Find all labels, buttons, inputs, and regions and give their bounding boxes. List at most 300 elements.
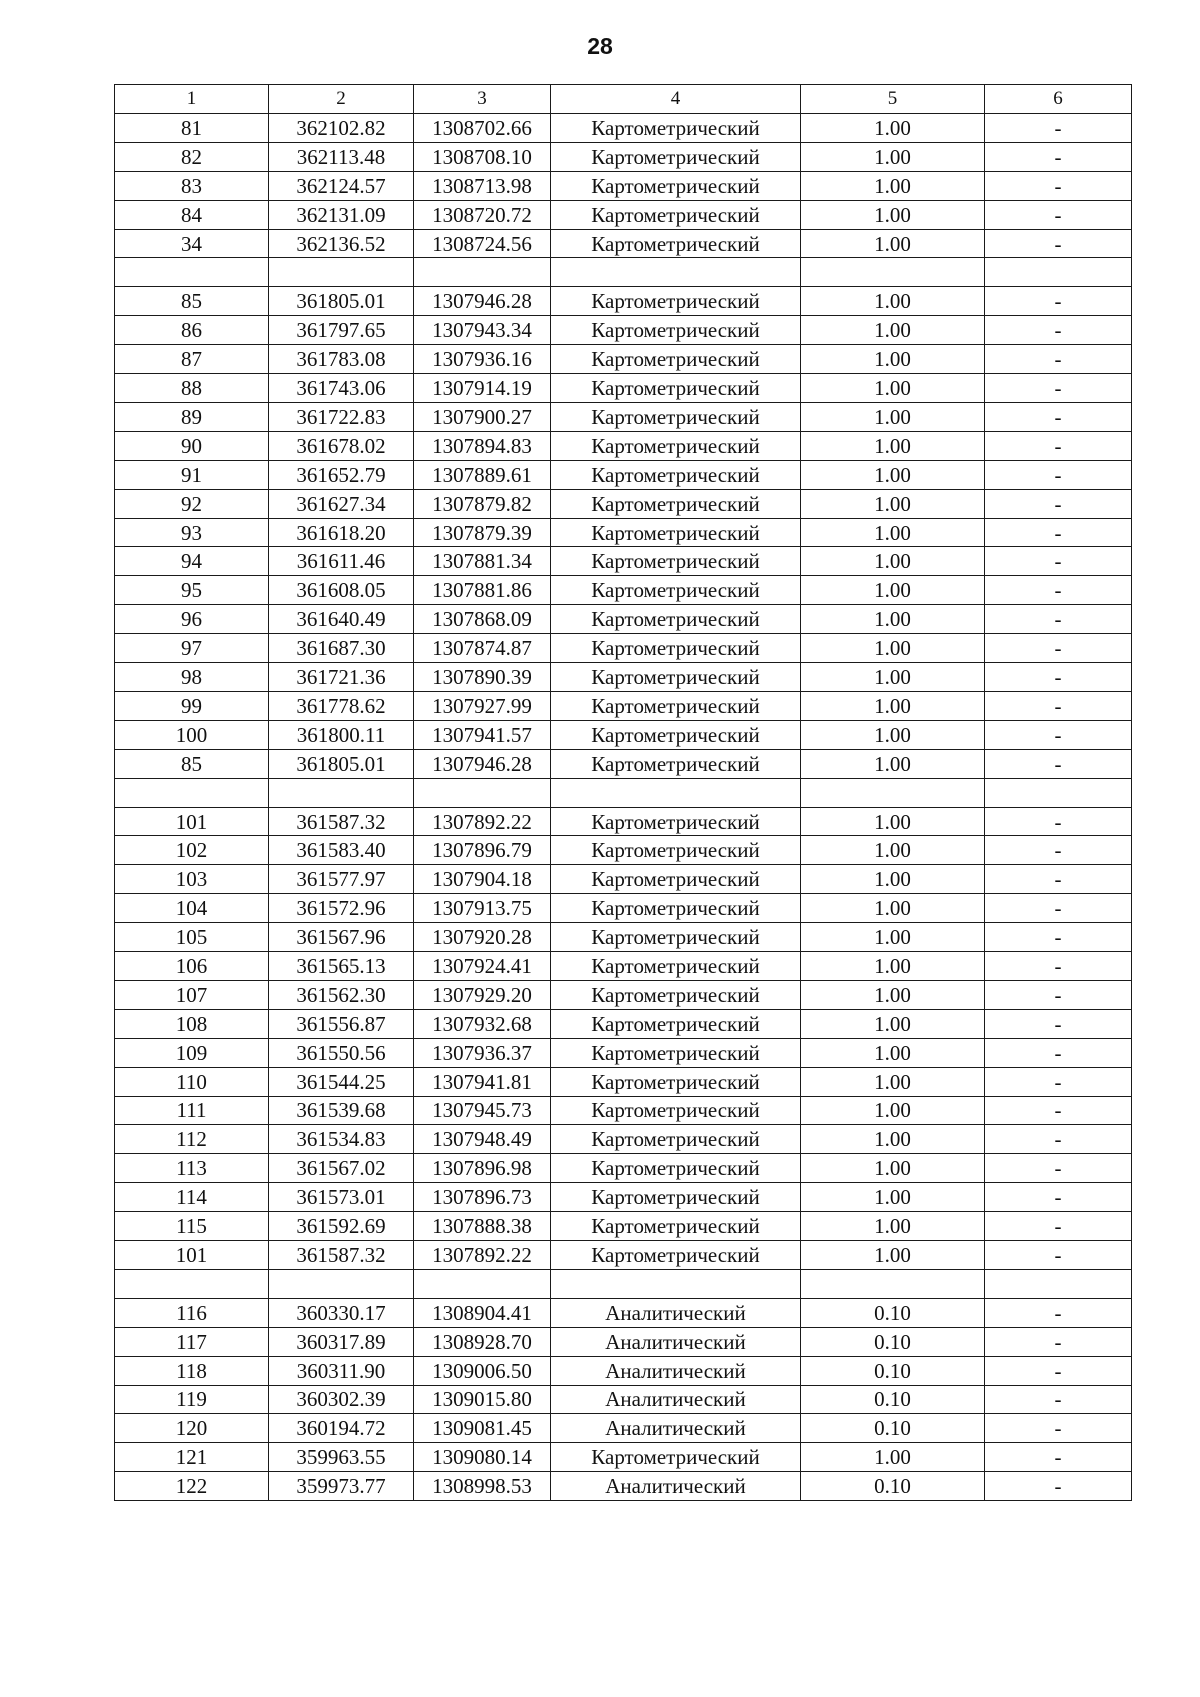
x-coordinate-cell: 360330.17 (269, 1298, 414, 1327)
y-coordinate-cell: 1307896.73 (414, 1183, 551, 1212)
x-coordinate-cell: 362136.52 (269, 229, 414, 258)
point-number-cell (115, 778, 269, 807)
point-number-cell: 34 (115, 229, 269, 258)
x-coordinate-cell: 360302.39 (269, 1385, 414, 1414)
table-row (115, 605, 1132, 634)
table-row (115, 1240, 1132, 1269)
x-coordinate-cell: 361565.13 (269, 952, 414, 981)
y-coordinate-cell: 1308904.41 (414, 1298, 551, 1327)
table-row (115, 720, 1132, 749)
point-number-cell: 82 (115, 142, 269, 171)
y-coordinate-cell: 1307890.39 (414, 663, 551, 692)
note-cell (985, 1269, 1132, 1298)
coordinates-table-body (115, 85, 1132, 1501)
y-coordinate-cell: 1307892.22 (414, 1240, 551, 1269)
note-cell: - (985, 403, 1132, 432)
accuracy-cell: 1.00 (801, 200, 985, 229)
method-cell: Картометрический (551, 749, 801, 778)
y-coordinate-cell: 1307929.20 (414, 980, 551, 1009)
point-number-cell: 94 (115, 547, 269, 576)
y-coordinate-cell (414, 1269, 551, 1298)
method-cell: Аналитический (551, 1472, 801, 1501)
point-number-cell: 100 (115, 720, 269, 749)
method-cell: Аналитический (551, 1385, 801, 1414)
method-cell: Картометрический (551, 316, 801, 345)
accuracy-cell: 1.00 (801, 1096, 985, 1125)
method-cell: Картометрический (551, 1038, 801, 1067)
x-coordinate-cell: 361608.05 (269, 576, 414, 605)
note-cell: - (985, 316, 1132, 345)
y-coordinate-cell: 1308702.66 (414, 114, 551, 143)
note-cell: - (985, 114, 1132, 143)
table-row (115, 980, 1132, 1009)
note-cell: - (985, 691, 1132, 720)
table-separator-row (115, 778, 1132, 807)
point-number-cell: 114 (115, 1183, 269, 1212)
accuracy-cell: 1.00 (801, 1240, 985, 1269)
point-number-cell: 92 (115, 489, 269, 518)
table-row (115, 374, 1132, 403)
y-coordinate-cell: 1307936.37 (414, 1038, 551, 1067)
method-cell: Картометрический (551, 952, 801, 981)
x-coordinate-cell: 361577.97 (269, 865, 414, 894)
x-coordinate-cell: 361722.83 (269, 403, 414, 432)
point-number-cell: 104 (115, 894, 269, 923)
point-number-cell: 106 (115, 952, 269, 981)
x-coordinate-cell: 362102.82 (269, 114, 414, 143)
table-row (115, 1298, 1132, 1327)
x-coordinate-cell: 361550.56 (269, 1038, 414, 1067)
method-cell: Картометрический (551, 1183, 801, 1212)
x-coordinate-cell: 361743.06 (269, 374, 414, 403)
accuracy-cell: 1.00 (801, 489, 985, 518)
point-number-cell: 112 (115, 1125, 269, 1154)
x-coordinate-cell: 361778.62 (269, 691, 414, 720)
x-coordinate-cell: 361562.30 (269, 980, 414, 1009)
note-cell: - (985, 952, 1132, 981)
point-number-cell: 95 (115, 576, 269, 605)
y-coordinate-cell: 1307868.09 (414, 605, 551, 634)
note-cell: - (985, 634, 1132, 663)
table-row (115, 200, 1132, 229)
method-cell: Картометрический (551, 287, 801, 316)
table-row (115, 1183, 1132, 1212)
table-row (115, 518, 1132, 547)
note-cell: - (985, 576, 1132, 605)
accuracy-cell: 0.10 (801, 1356, 985, 1385)
table-row (115, 316, 1132, 345)
table-row (115, 634, 1132, 663)
point-number-cell (115, 258, 269, 287)
accuracy-cell: 0.10 (801, 1327, 985, 1356)
method-cell: Картометрический (551, 1125, 801, 1154)
accuracy-cell: 1.00 (801, 518, 985, 547)
accuracy-cell: 1.00 (801, 1183, 985, 1212)
accuracy-cell: 1.00 (801, 1212, 985, 1241)
accuracy-cell: 1.00 (801, 605, 985, 634)
accuracy-cell: 1.00 (801, 836, 985, 865)
accuracy-cell: 1.00 (801, 345, 985, 374)
point-number-cell: 110 (115, 1067, 269, 1096)
table-row (115, 894, 1132, 923)
note-cell: - (985, 1212, 1132, 1241)
note-cell: - (985, 1067, 1132, 1096)
point-number-cell: 84 (115, 200, 269, 229)
accuracy-cell (801, 258, 985, 287)
y-coordinate-cell: 1309080.14 (414, 1443, 551, 1472)
point-number-cell: 118 (115, 1356, 269, 1385)
point-number-cell: 83 (115, 171, 269, 200)
point-number-cell: 113 (115, 1154, 269, 1183)
note-cell: - (985, 1298, 1132, 1327)
method-cell: Картометрический (551, 1240, 801, 1269)
method-cell: Аналитический (551, 1356, 801, 1385)
accuracy-cell (801, 778, 985, 807)
note-cell: - (985, 663, 1132, 692)
table-row (115, 460, 1132, 489)
note-cell: - (985, 1038, 1132, 1067)
table-row (115, 1067, 1132, 1096)
note-cell (985, 778, 1132, 807)
coordinates-table (114, 84, 1132, 1501)
table-row (115, 547, 1132, 576)
y-coordinate-cell: 1308713.98 (414, 171, 551, 200)
method-cell: Картометрический (551, 720, 801, 749)
method-cell: Картометрический (551, 980, 801, 1009)
accuracy-cell (801, 1269, 985, 1298)
method-cell: Картометрический (551, 634, 801, 663)
table-row (115, 749, 1132, 778)
note-cell: - (985, 1154, 1132, 1183)
method-cell (551, 258, 801, 287)
x-coordinate-cell: 359963.55 (269, 1443, 414, 1472)
point-number-cell: 121 (115, 1443, 269, 1472)
method-cell: Картометрический (551, 1154, 801, 1183)
point-number-cell: 105 (115, 923, 269, 952)
note-cell: - (985, 1414, 1132, 1443)
table-separator-row (115, 1269, 1132, 1298)
x-coordinate-cell: 361587.32 (269, 1240, 414, 1269)
y-coordinate-cell: 1307913.75 (414, 894, 551, 923)
point-number-cell: 109 (115, 1038, 269, 1067)
column-header: 3 (414, 85, 551, 114)
accuracy-cell: 1.00 (801, 374, 985, 403)
note-cell: - (985, 1096, 1132, 1125)
column-header: 4 (551, 85, 801, 114)
note-cell: - (985, 1472, 1132, 1501)
y-coordinate-cell: 1308708.10 (414, 142, 551, 171)
x-coordinate-cell (269, 1269, 414, 1298)
note-cell: - (985, 374, 1132, 403)
column-header: 5 (801, 85, 985, 114)
method-cell (551, 778, 801, 807)
method-cell: Картометрический (551, 1443, 801, 1472)
point-number-cell: 91 (115, 460, 269, 489)
x-coordinate-cell: 359973.77 (269, 1472, 414, 1501)
accuracy-cell: 0.10 (801, 1298, 985, 1327)
table-row (115, 1096, 1132, 1125)
y-coordinate-cell (414, 258, 551, 287)
y-coordinate-cell: 1307936.16 (414, 345, 551, 374)
method-cell: Картометрический (551, 518, 801, 547)
x-coordinate-cell: 361544.25 (269, 1067, 414, 1096)
point-number-cell: 90 (115, 431, 269, 460)
x-coordinate-cell: 361572.96 (269, 894, 414, 923)
table-row (115, 345, 1132, 374)
y-coordinate-cell: 1307904.18 (414, 865, 551, 894)
x-coordinate-cell (269, 258, 414, 287)
note-cell: - (985, 865, 1132, 894)
method-cell: Картометрический (551, 1212, 801, 1241)
y-coordinate-cell: 1307932.68 (414, 1009, 551, 1038)
note-cell: - (985, 894, 1132, 923)
page-number: 28 (587, 33, 613, 59)
x-coordinate-cell: 361805.01 (269, 749, 414, 778)
method-cell: Картометрический (551, 894, 801, 923)
y-coordinate-cell: 1307946.28 (414, 749, 551, 778)
table-row (115, 1038, 1132, 1067)
accuracy-cell: 1.00 (801, 923, 985, 952)
point-number-cell: 99 (115, 691, 269, 720)
accuracy-cell: 0.10 (801, 1472, 985, 1501)
y-coordinate-cell: 1307920.28 (414, 923, 551, 952)
table-row (115, 489, 1132, 518)
x-coordinate-cell: 361539.68 (269, 1096, 414, 1125)
point-number-cell: 115 (115, 1212, 269, 1241)
table-row (115, 1414, 1132, 1443)
method-cell: Картометрический (551, 1096, 801, 1125)
y-coordinate-cell: 1308724.56 (414, 229, 551, 258)
table-row (115, 1385, 1132, 1414)
x-coordinate-cell: 360194.72 (269, 1414, 414, 1443)
note-cell: - (985, 518, 1132, 547)
table-header-row (115, 85, 1132, 114)
table-row (115, 287, 1132, 316)
table-row (115, 1443, 1132, 1472)
point-number-cell: 81 (115, 114, 269, 143)
method-cell: Картометрический (551, 200, 801, 229)
table-row (115, 1356, 1132, 1385)
x-coordinate-cell: 361652.79 (269, 460, 414, 489)
point-number-cell: 108 (115, 1009, 269, 1038)
point-number-cell: 86 (115, 316, 269, 345)
x-coordinate-cell: 361783.08 (269, 345, 414, 374)
table-row (115, 171, 1132, 200)
x-coordinate-cell: 361800.11 (269, 720, 414, 749)
note-cell: - (985, 229, 1132, 258)
table-row (115, 663, 1132, 692)
table-row (115, 1472, 1132, 1501)
accuracy-cell: 1.00 (801, 1154, 985, 1183)
point-number-cell: 122 (115, 1472, 269, 1501)
point-number-cell (115, 1269, 269, 1298)
x-coordinate-cell: 361618.20 (269, 518, 414, 547)
accuracy-cell: 1.00 (801, 547, 985, 576)
x-coordinate-cell: 361627.34 (269, 489, 414, 518)
y-coordinate-cell: 1307941.57 (414, 720, 551, 749)
accuracy-cell: 1.00 (801, 1067, 985, 1096)
y-coordinate-cell: 1307941.81 (414, 1067, 551, 1096)
table-row (115, 1154, 1132, 1183)
note-cell: - (985, 287, 1132, 316)
table-row (115, 1212, 1132, 1241)
method-cell: Картометрический (551, 1009, 801, 1038)
accuracy-cell: 1.00 (801, 431, 985, 460)
method-cell: Аналитический (551, 1327, 801, 1356)
note-cell: - (985, 1385, 1132, 1414)
y-coordinate-cell: 1307924.41 (414, 952, 551, 981)
method-cell: Картометрический (551, 403, 801, 432)
x-coordinate-cell: 361687.30 (269, 634, 414, 663)
point-number-cell: 119 (115, 1385, 269, 1414)
method-cell: Картометрический (551, 229, 801, 258)
y-coordinate-cell: 1307889.61 (414, 460, 551, 489)
x-coordinate-cell: 361721.36 (269, 663, 414, 692)
point-number-cell: 107 (115, 980, 269, 1009)
accuracy-cell: 1.00 (801, 807, 985, 836)
x-coordinate-cell: 362131.09 (269, 200, 414, 229)
method-cell: Картометрический (551, 1067, 801, 1096)
y-coordinate-cell: 1307896.98 (414, 1154, 551, 1183)
point-number-cell: 103 (115, 865, 269, 894)
y-coordinate-cell: 1307892.22 (414, 807, 551, 836)
point-number-cell: 85 (115, 749, 269, 778)
note-cell: - (985, 460, 1132, 489)
x-coordinate-cell: 361534.83 (269, 1125, 414, 1154)
note-cell: - (985, 1356, 1132, 1385)
accuracy-cell: 1.00 (801, 171, 985, 200)
x-coordinate-cell: 360317.89 (269, 1327, 414, 1356)
table-row (115, 952, 1132, 981)
x-coordinate-cell: 361567.96 (269, 923, 414, 952)
method-cell: Картометрический (551, 836, 801, 865)
y-coordinate-cell: 1307879.39 (414, 518, 551, 547)
accuracy-cell: 0.10 (801, 1414, 985, 1443)
y-coordinate-cell: 1307914.19 (414, 374, 551, 403)
y-coordinate-cell: 1308928.70 (414, 1327, 551, 1356)
note-cell: - (985, 489, 1132, 518)
note-cell (985, 258, 1132, 287)
table-row (115, 836, 1132, 865)
y-coordinate-cell: 1307874.87 (414, 634, 551, 663)
note-cell: - (985, 980, 1132, 1009)
accuracy-cell: 1.00 (801, 142, 985, 171)
note-cell: - (985, 431, 1132, 460)
point-number-cell: 116 (115, 1298, 269, 1327)
note-cell: - (985, 605, 1132, 634)
point-number-cell: 101 (115, 807, 269, 836)
method-cell: Картометрический (551, 114, 801, 143)
point-number-cell: 120 (115, 1414, 269, 1443)
table-row (115, 229, 1132, 258)
note-cell: - (985, 345, 1132, 374)
y-coordinate-cell: 1307948.49 (414, 1125, 551, 1154)
accuracy-cell: 1.00 (801, 316, 985, 345)
table-row (115, 142, 1132, 171)
y-coordinate-cell: 1308998.53 (414, 1472, 551, 1501)
note-cell: - (985, 720, 1132, 749)
x-coordinate-cell: 361611.46 (269, 547, 414, 576)
y-coordinate-cell (414, 778, 551, 807)
note-cell: - (985, 547, 1132, 576)
y-coordinate-cell: 1307943.34 (414, 316, 551, 345)
table-row (115, 865, 1132, 894)
method-cell: Картометрический (551, 807, 801, 836)
x-coordinate-cell: 361678.02 (269, 431, 414, 460)
accuracy-cell: 1.00 (801, 865, 985, 894)
note-cell: - (985, 807, 1132, 836)
table-row (115, 576, 1132, 605)
table-row (115, 403, 1132, 432)
point-number-cell: 98 (115, 663, 269, 692)
note-cell: - (985, 1125, 1132, 1154)
table-row (115, 114, 1132, 143)
accuracy-cell: 1.00 (801, 663, 985, 692)
point-number-cell: 97 (115, 634, 269, 663)
accuracy-cell: 1.00 (801, 952, 985, 981)
table-row (115, 1327, 1132, 1356)
accuracy-cell: 1.00 (801, 229, 985, 258)
point-number-cell: 93 (115, 518, 269, 547)
method-cell: Картометрический (551, 691, 801, 720)
note-cell: - (985, 1009, 1132, 1038)
note-cell: - (985, 171, 1132, 200)
note-cell: - (985, 836, 1132, 865)
y-coordinate-cell: 1307927.99 (414, 691, 551, 720)
x-coordinate-cell (269, 778, 414, 807)
accuracy-cell: 1.00 (801, 634, 985, 663)
point-number-cell: 96 (115, 605, 269, 634)
point-number-cell: 117 (115, 1327, 269, 1356)
y-coordinate-cell: 1309015.80 (414, 1385, 551, 1414)
x-coordinate-cell: 361797.65 (269, 316, 414, 345)
table-row (115, 923, 1132, 952)
x-coordinate-cell: 361587.32 (269, 807, 414, 836)
column-header: 2 (269, 85, 414, 114)
accuracy-cell: 1.00 (801, 749, 985, 778)
point-number-cell: 111 (115, 1096, 269, 1125)
y-coordinate-cell: 1307946.28 (414, 287, 551, 316)
point-number-cell: 101 (115, 1240, 269, 1269)
x-coordinate-cell: 361556.87 (269, 1009, 414, 1038)
accuracy-cell: 1.00 (801, 1443, 985, 1472)
method-cell: Картометрический (551, 865, 801, 894)
method-cell: Картометрический (551, 460, 801, 489)
method-cell: Картометрический (551, 547, 801, 576)
accuracy-cell: 1.00 (801, 287, 985, 316)
table-row (115, 1125, 1132, 1154)
method-cell: Картометрический (551, 489, 801, 518)
y-coordinate-cell: 1307896.79 (414, 836, 551, 865)
y-coordinate-cell: 1307894.83 (414, 431, 551, 460)
note-cell: - (985, 1327, 1132, 1356)
point-number-cell: 89 (115, 403, 269, 432)
x-coordinate-cell: 362113.48 (269, 142, 414, 171)
x-coordinate-cell: 361592.69 (269, 1212, 414, 1241)
x-coordinate-cell: 360311.90 (269, 1356, 414, 1385)
note-cell: - (985, 142, 1132, 171)
y-coordinate-cell: 1309006.50 (414, 1356, 551, 1385)
method-cell: Картометрический (551, 431, 801, 460)
y-coordinate-cell: 1307900.27 (414, 403, 551, 432)
accuracy-cell: 1.00 (801, 894, 985, 923)
method-cell: Аналитический (551, 1414, 801, 1443)
accuracy-cell: 1.00 (801, 576, 985, 605)
table-row (115, 1009, 1132, 1038)
accuracy-cell: 0.10 (801, 1385, 985, 1414)
y-coordinate-cell: 1308720.72 (414, 200, 551, 229)
table-row (115, 807, 1132, 836)
